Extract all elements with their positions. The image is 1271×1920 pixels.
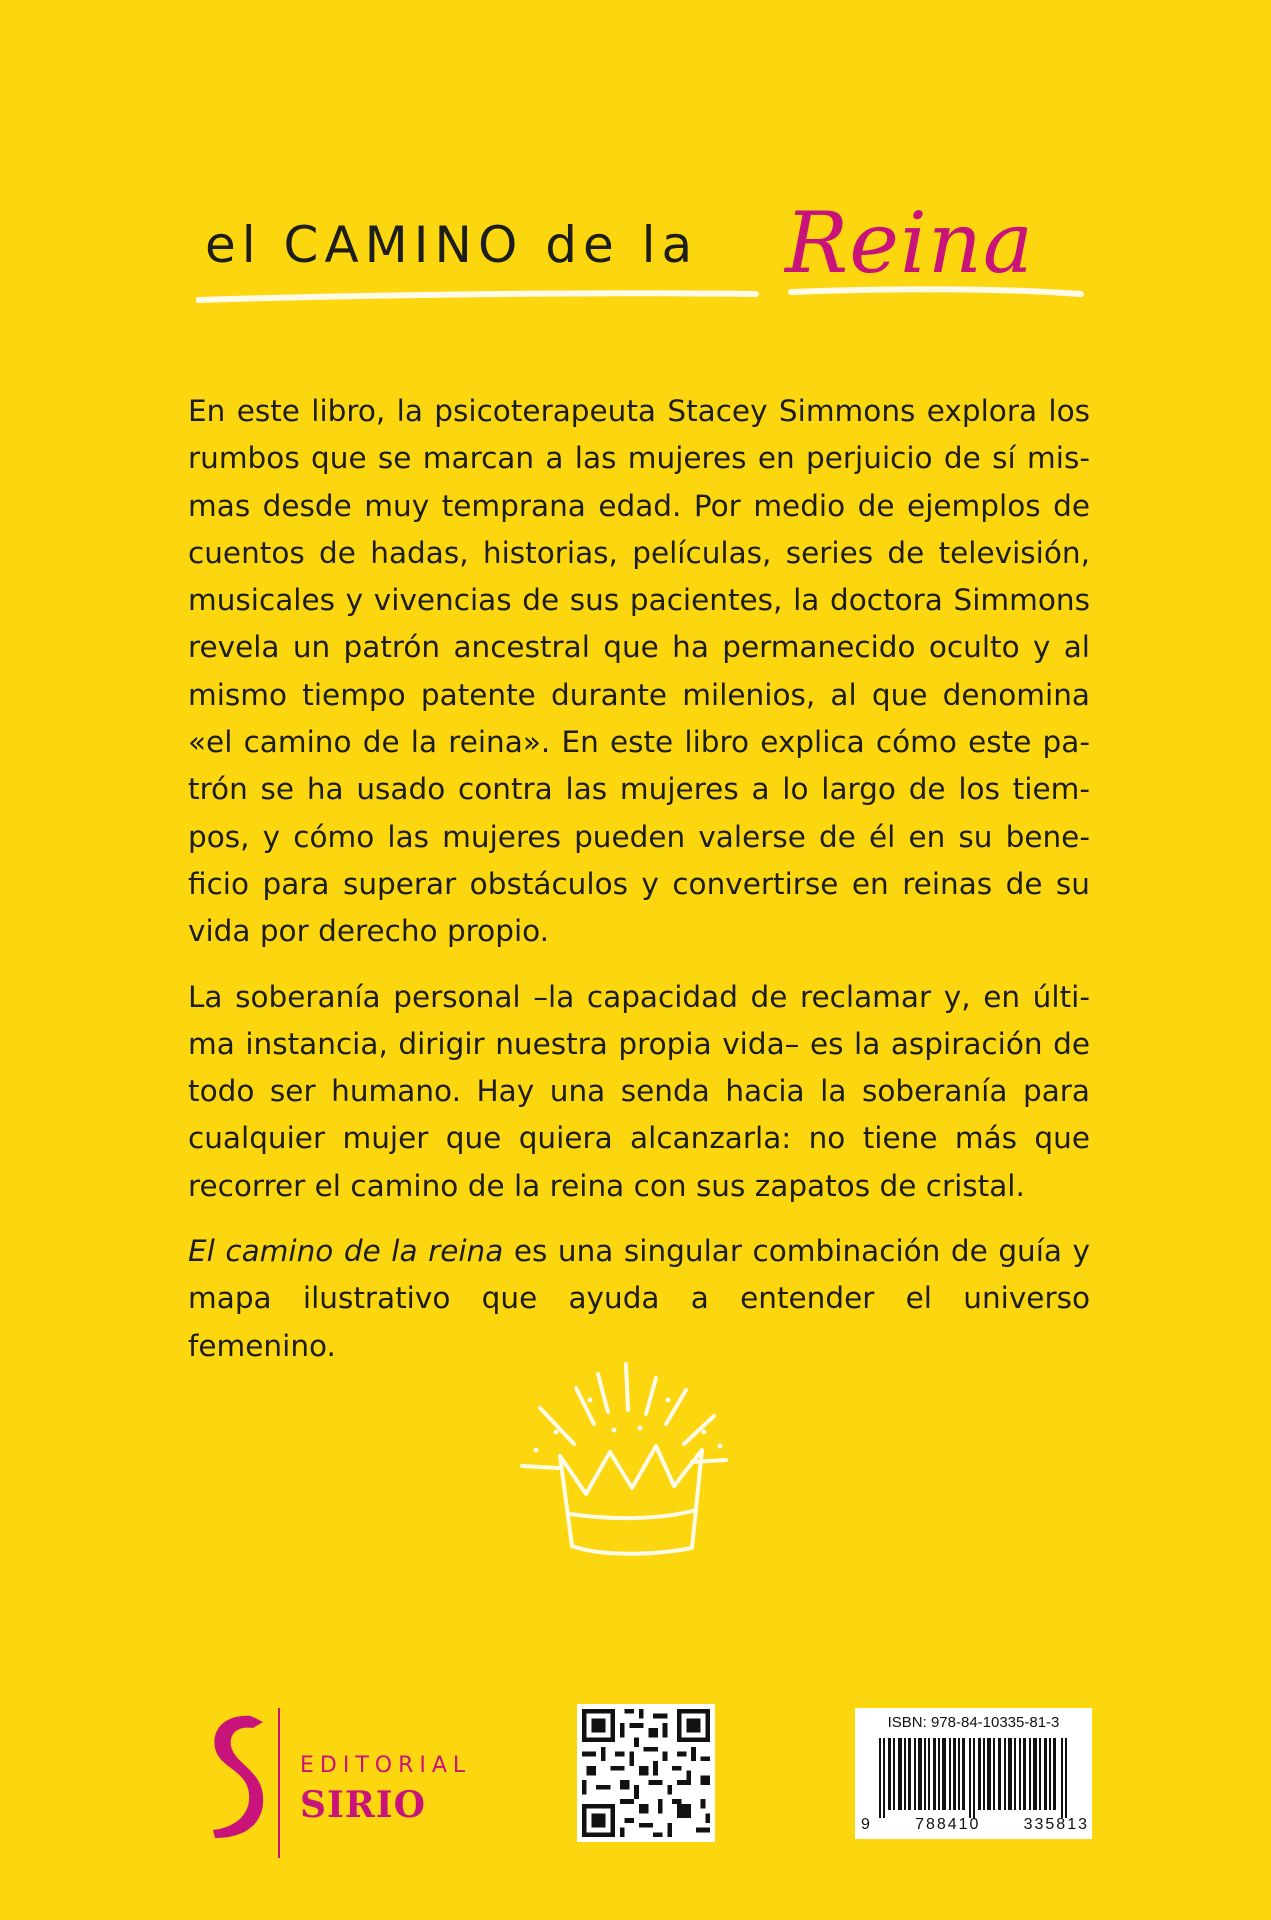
crown-icon (490, 1360, 770, 1580)
synopsis (188, 388, 1090, 1388)
isbn-label: ISBN: 978-84-10335-81-3 (887, 1714, 1060, 1731)
title-accent: Reina (785, 194, 1035, 292)
publisher-line1: EDITORIAL (300, 1753, 472, 1778)
isbn-digits (861, 1816, 1089, 1834)
book-title-italic: El camino de la reina (188, 1234, 504, 1269)
isbn-group-2: 335813 (1023, 1816, 1089, 1833)
synopsis-paragraph-1: En este libro, la psicoterapeuta Stacey Simmons explora los rumbos que se marcan a las mujeres en perjuicio de sí mismas desde muy temprana edad. Por medio de ejemplos de cuentos de hadas, historias, películas, series de televisión, musicales y vivencias de sus pacientes, la doctora Simmons revela un patrón ancestral que ha permanecido oculto y al mismo tiempo patente durante milenios, al que denomina «el camino de la reina». En este libro explica cómo este patrón se ha usado contra las mujeres a lo largo de los tiempos, y cómo las mujeres pueden valerse de él en su beneficio para superar obstáculos y convertirse en reinas de su vida por derecho propio. (188, 394, 1090, 949)
synopsis-paragraph-3 (188, 1228, 1090, 1370)
synopsis-paragraph-2: La soberanía personal –la capacidad de reclamar y, en última instancia, dirigir nuestra propia vida– es la aspiración de todo ser humano. Hay una senda hacia la soberanía para cualquier mujer que quiera alcanzarla: no tiene más que recorrer el camino de la reina con sus zapatos de cristal. (188, 979, 1090, 1203)
sirio-swan-logo (207, 1712, 267, 1842)
title-prefix: el CAMINO de la (205, 216, 699, 274)
isbn-first-digit: 9 (861, 1816, 872, 1833)
barcode (865, 1738, 1083, 1818)
title-underline (196, 280, 1086, 310)
synopsis-paragraph-3-text: es una singular combinación de guía y mapa ilustrativo que ayuda a entender el universo femenino. (188, 1234, 1090, 1363)
isbn-group-1: 788410 (915, 1816, 981, 1833)
isbn-barcode-box (855, 1708, 1092, 1839)
qr-code (577, 1704, 715, 1842)
logo-divider (278, 1708, 280, 1858)
publisher-line2: SIRIO (300, 1784, 426, 1826)
